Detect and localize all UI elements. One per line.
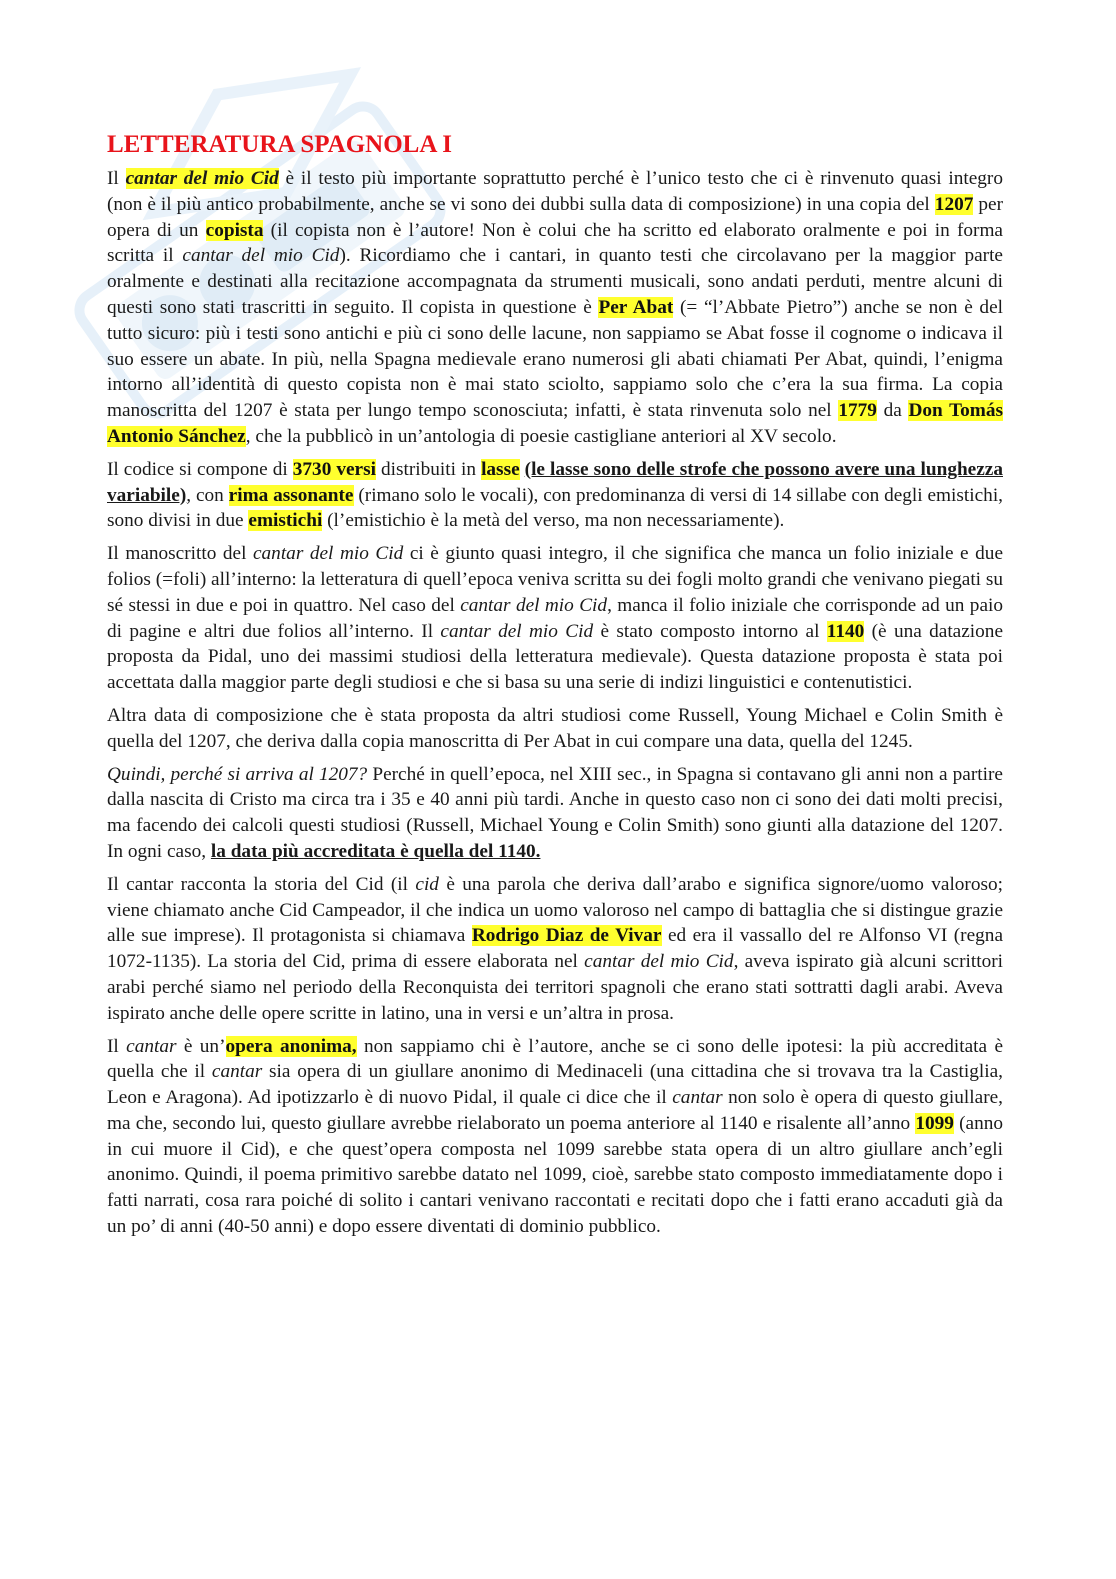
highlight-1779: 1779 — [838, 400, 877, 422]
text: , manca il folio iniziale che corrisponde ad un paio di pagine e altri due folios all’interno. Il — [107, 594, 1003, 642]
text: Perché in quell’epoca, nel XIII sec., in Spagna si contavano gli anni non a partire dalla nascita di Cristo ma circa tra i 35 e 40 anni più tardi. Anche in questo caso non ci sono dei dati molti precisi, ma facendo dei calcoli questi studiosi (Russell, Michael Young e Colin Smith) sono giunti alla datazione del 1207. In ogni caso, — [107, 763, 1003, 862]
text: (rimano solo le vocali), con predominanza di versi di 14 sillabe con degli emistichi, sono divisi in due — [107, 484, 1004, 532]
text: è una parola che deriva dall’arabo e significa signore/uomo valoroso; viene chiamato anche Cid Campeador, il che indica un uomo valoroso nel campo di battaglia che si distingue grazie alle sue imprese). Il protagonista si chiamava — [107, 873, 1003, 947]
italic-text: cantar — [672, 1087, 723, 1109]
underlined-text: (le lasse sono delle strofe che possono avere una lunghezza variabile) — [107, 458, 1003, 506]
highlight-copista: copista — [205, 219, 264, 241]
highlight-lasse: lasse — [481, 458, 520, 480]
highlight-per-abat: Per Abat — [598, 296, 674, 318]
highlight-1140: 1140 — [826, 620, 865, 642]
highlight-opera-anonima: opera anonima, — [225, 1035, 357, 1057]
paragraph-2 — [107, 457, 1003, 534]
italic-question: Quindi, perché si arriva al 1207? — [107, 763, 368, 785]
highlight-cantar-title: cantar del mio Cid — [125, 168, 279, 189]
italic-text: cantar — [126, 1035, 177, 1057]
highlight-1099: 1099 — [915, 1112, 954, 1134]
paragraph-1 — [107, 166, 1003, 450]
paragraph-6 — [107, 872, 1003, 1027]
text: , aveva ispirato già alcuni scrittori arabi perché siamo nel periodo della Reconquista dei territori spagnoli che erano stati sottratti dagli arabi. Aveva ispirato anche delle opere scritte in latino, una in versi e un’altra in prosa. — [107, 951, 1004, 1024]
italic-text: cantar — [211, 1061, 263, 1083]
text: sia opera di un giullare anonimo di Medinaceli (una cittadina che si trovava tra la Castiglia, Leon e Aragona). Ad ipotizzarlo è di nuovo Pidal, il quale ci dice che il — [107, 1061, 1003, 1109]
text: ed era il vassallo del re Alfonso VI (regna 1072-1135). La storia del Cid, prima di essere elaborata nel — [107, 925, 1003, 973]
italic-text: cantar del mio Cid — [584, 951, 734, 973]
text: ). Ricordiamo che i cantari, in quanto testi che circolavano per la maggior parte oralmente e destinati alla recitazione accompagnata da strumenti musicali, sono andati perduti, mentre alcuni di questi sono stati trascritti in seguito. Il copista in questione è — [107, 245, 1003, 318]
text: da — [876, 400, 909, 422]
italic-text: cantar del mio Cid — [182, 245, 340, 267]
text: Il cantar racconta la storia del Cid (il — [107, 873, 416, 895]
italic-text: cantar del mio Cid — [440, 620, 594, 642]
page-title: LETTERATURA SPAGNOLA I — [107, 131, 452, 158]
text: Altra data di composizione che è stata proposta da altri studiosi come Russell, Young Michael e Colin Smith è quella del 1207, che deriva dalla copia manoscritta di Per Abat in cui compare una data, quella del 1245. — [107, 704, 1003, 752]
text: è stato composto intorno al — [593, 620, 827, 642]
highlight-rodrigo-diaz: Rodrigo Diaz de Vivar — [471, 925, 662, 947]
paragraph-4 — [107, 703, 1003, 755]
text: ci è giunto quasi integro, il che significa che manca un folio iniziale e due folios (=foli) all’interno: la letteratura di quell’epoca veniva scritta su dei fogli molto grandi che venivano piegati su sé stessi in due e poi in quattro. Nel caso del — [107, 543, 1003, 616]
text: (anno in cui muore il Cid), e che quest’opera composta nel 1099 sarebbe stata opera di un altro giullare anch’egli anonimo. Quindi, il poema primitivo sarebbe datato nel 1099, cioè, sarebbe stato composto immediatamente dopo i fatti narrati, cosa rara poiché di solito i cantari venivano raccontati e recitati dopo che i fatti erano accaduti già da un po’ di anni (40-50 anni) e dopo essere diventati di dominio pubblico. — [107, 1112, 1003, 1238]
italic-text: cid — [415, 873, 439, 895]
text: Il — [107, 168, 126, 189]
highlight-3730-versi: 3730 versi — [292, 458, 376, 480]
highlight-sanchez: Don Tomás Antonio Sánchez — [107, 400, 1003, 447]
italic-text: cantar del mio Cid — [252, 543, 404, 565]
text: non sappiamo chi è l’autore, anche se ci sono delle ipotesi: la più accreditata è quella che il — [107, 1035, 1003, 1083]
text: non solo è opera di questo giullare, ma che, secondo lui, questo giullare avrebbe rielaborato un poema anteriore al 1140 e risalente all’anno — [107, 1087, 1003, 1134]
highlight-rima-assonante: rima assonante — [228, 484, 354, 506]
document-page — [107, 128, 1003, 1247]
paragraph-3 — [107, 541, 1003, 696]
text: è il testo più importante soprattutto perché è l’unico testo che ci è rinvenuto quasi integro (non è il più antico probabilmente, anche se vi sono dei dubbi sulla data di composizione) in una copia del — [107, 168, 1003, 215]
text: , con — [186, 484, 229, 506]
underlined-text: la data più accreditata è quella del 1140. — [210, 840, 541, 862]
italic-text: cantar del mio Cid — [460, 594, 608, 616]
paragraph-5 — [107, 762, 1003, 865]
text: è un’ — [176, 1035, 226, 1057]
text: , che la pubblicò in un’antologia di poesie castigliane anteriori al XV secolo. — [245, 425, 837, 447]
text: (= “l’Abbate Pietro”) anche se non è del tutto sicuro: più i testi sono antichi e più ci sono delle lacune, non sappiamo se Abat fosse il cognome o indicava il suo essere un abate. In più, nella Spagna medievale erano numerosi gli abati chiamati Per Abat, quindi, l’enigma intorno all’identità di questo copista non è mai stato sciolto, sappiamo solo che c’era la sua firma. La copia manoscritta del 1207 è stata per lungo tempo sconosciuta; infatti, è stata rinvenuta solo nel — [107, 296, 1003, 422]
text: (il copista non è l’autore! Non è colui che ha scritto ed elaborato oralmente e poi in forma scritta il — [107, 219, 1003, 267]
paragraph-7 — [107, 1034, 1003, 1240]
text: Il manoscritto del — [107, 543, 253, 565]
text: Il codice si compone di — [107, 458, 293, 480]
highlight-1207: 1207 — [934, 193, 974, 215]
text: (l’emistichio è la metà del verso, ma non necessariamente). — [322, 510, 785, 532]
text: (è una datazione proposta da Pidal, uno dei massimi studiosi della letteratura medievale). Questa datazione proposta è stata poi accettata dalla maggior parte degli studiosi e che si basa su una serie di indizi linguistici e contenutistici. — [107, 620, 1003, 694]
text: per opera di un — [107, 193, 1003, 241]
highlight-emistichi: emistichi — [248, 510, 323, 532]
text: distribuiti in — [375, 458, 482, 480]
text: Il — [107, 1035, 127, 1057]
